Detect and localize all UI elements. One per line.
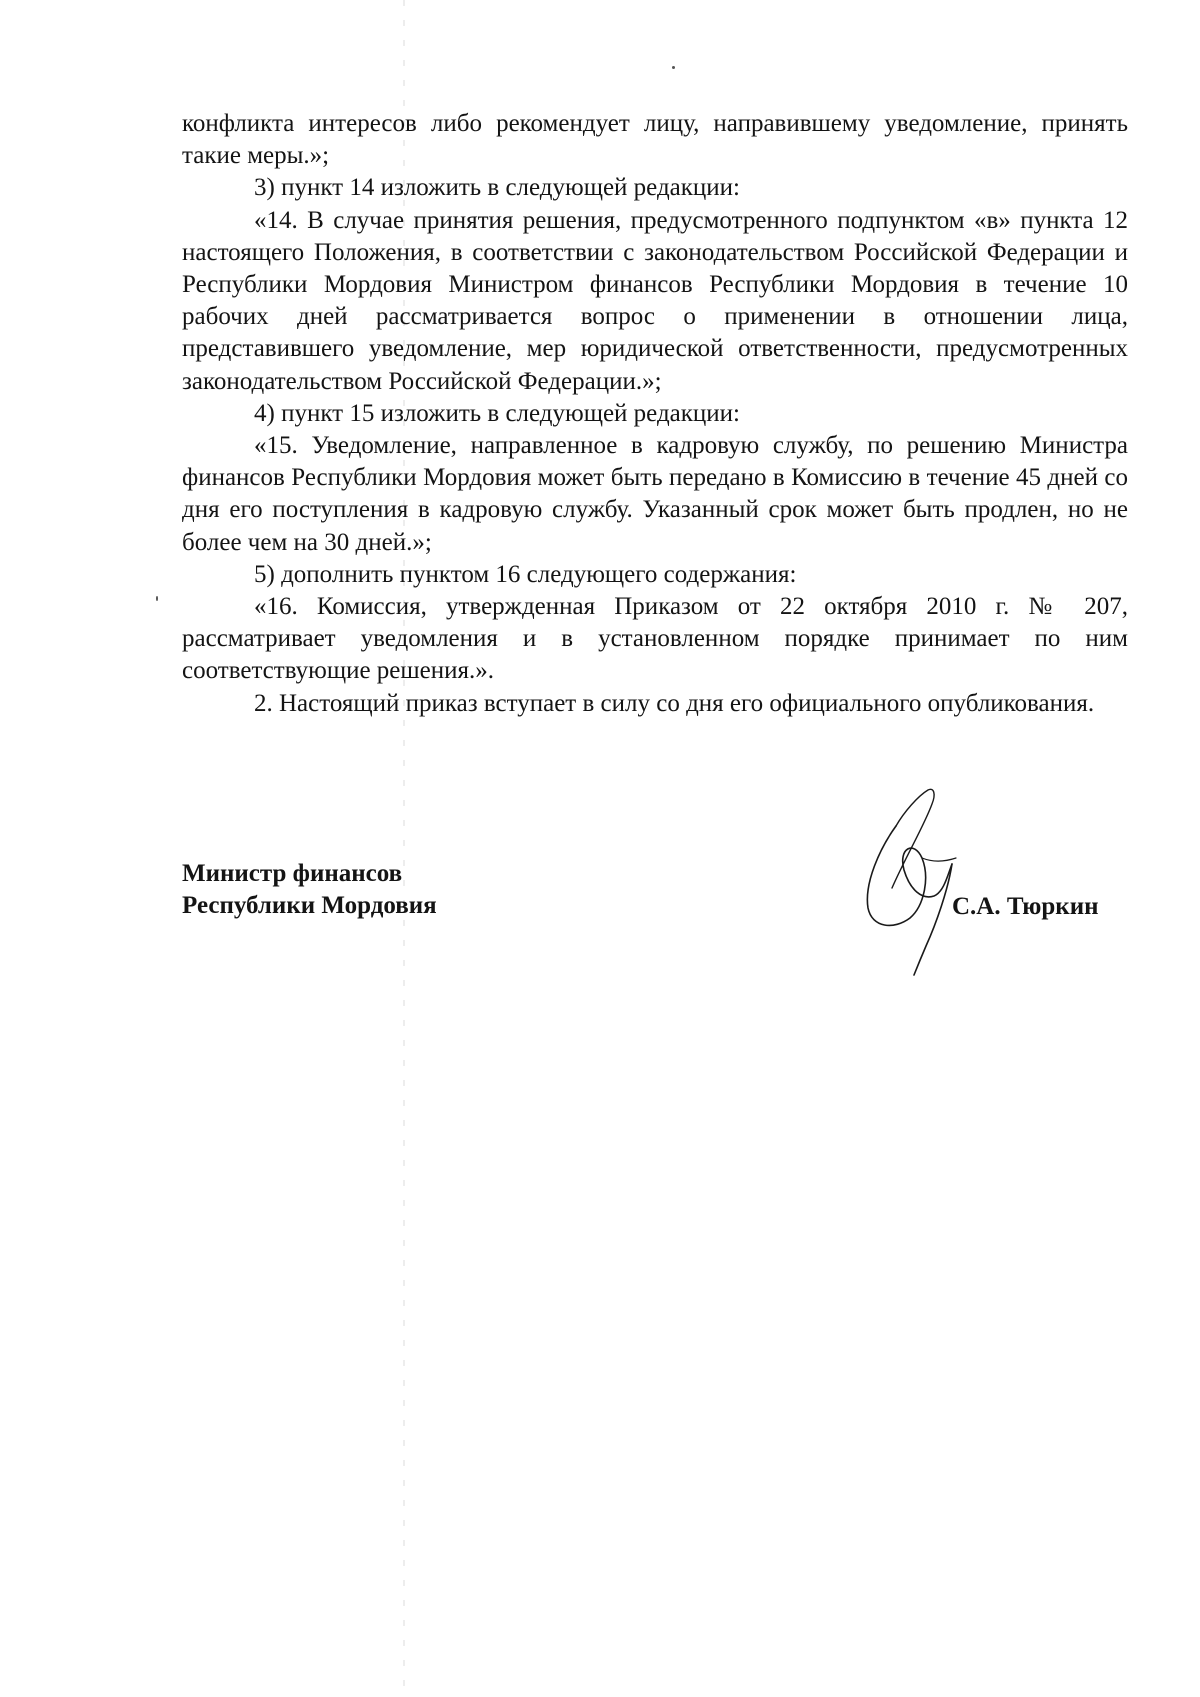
paragraph-effective-date: 2. Настоящий приказ вступает в силу со дня его официального опубликования. [254,689,1095,717]
scan-speck [672,66,675,69]
paragraph-item-4: 4) пункт 15 изложить в следующей редакции: [254,399,740,427]
signature-block [182,858,1128,978]
paragraph-clause-14: «14. В случае принятия решения, предусмотренного подпунктом «в» пункта 12 настоящего Положения, в соответствии с законодательством Российской Федерации и Республики Мордовия Министром финансов Республики Мордовия в течение 10 рабочих дней рассматривается вопрос о применении в отношении лица, представившего уведомление, мер юридической ответственности, предусмотренных законодательством Российской Федерации.»; [182,206,1128,395]
paragraph-continuation: конфликта интересов либо рекомендует лицу, направившему уведомление, принять такие меры.»; [182,110,1128,170]
paragraph-clause-16: «16. Комиссия, утвержденная Приказом от 22 октября 2010 г. № 207, рассматривает уведомления и в установленном порядке принимает по ним соответствующие решения.». [182,593,1128,685]
signer-position-line-1: Министр финансов [182,860,403,887]
signer-name: С.А. Тюркин [952,893,1099,920]
document-body [182,108,1128,720]
paragraph-item-5: 5) дополнить пунктом 16 следующего содержания: [254,560,797,588]
signer-position [182,858,437,922]
signer-position-line-2: Республики Мордовия [182,892,437,919]
scan-speck [156,596,158,601]
paragraph-item-3: 3) пункт 14 изложить в следующей редакции: [254,174,740,202]
handwritten-signature [852,778,972,978]
paragraph-clause-15: «15. Уведомление, направленное в кадровую службу, по решению Министра финансов Республики Мордовия может быть передано в Комиссию в течение 45 дней со дня его поступления в кадровую службу. Указанный срок может быть продлен, но не более чем на 30 дней.»; [182,432,1128,556]
